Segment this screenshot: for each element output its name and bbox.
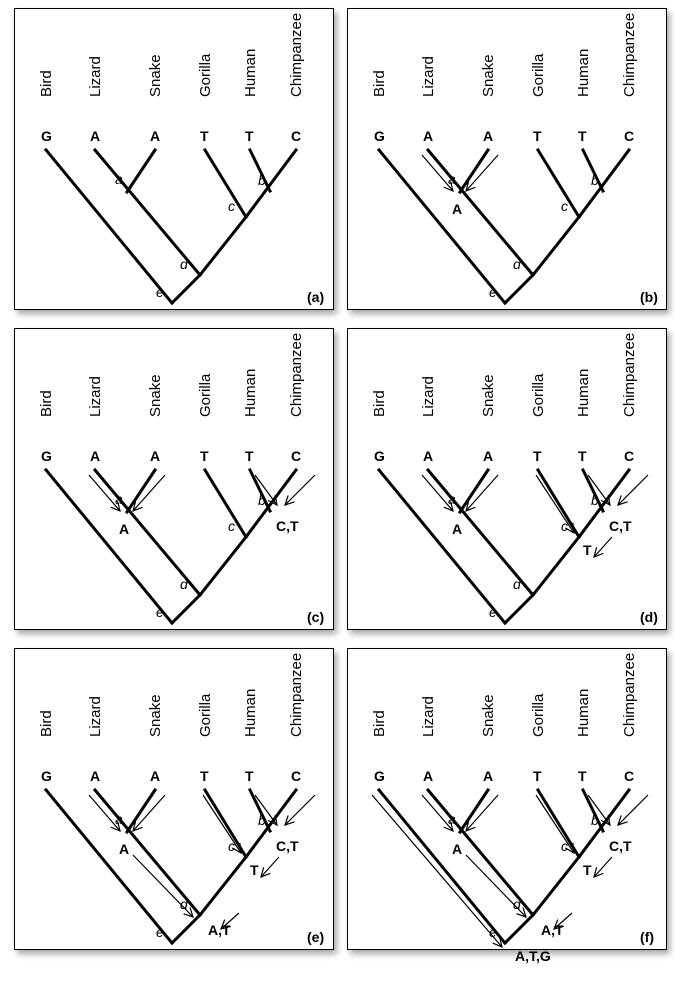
tip-state: T: [245, 128, 254, 144]
species-label: Gorilla: [530, 693, 547, 737]
node-label: e: [156, 284, 164, 300]
tree-panel: [14, 648, 334, 950]
node-label: d: [180, 576, 188, 592]
tree-branch: [505, 595, 533, 623]
panel-label: (c): [307, 609, 325, 625]
inference-arrow: [261, 857, 279, 877]
inferred-state: C,T: [276, 518, 299, 534]
species-label: Bird: [38, 710, 55, 737]
tip-state: T: [533, 128, 542, 144]
species-label: Snake: [147, 694, 164, 737]
tip-state: G: [41, 448, 52, 464]
tip-state: T: [578, 448, 587, 464]
tree-branch: [172, 275, 200, 303]
inference-arrow: [536, 795, 574, 853]
inferred-state: T: [250, 862, 259, 878]
node-label: c: [561, 838, 568, 854]
tree-branch: [200, 857, 246, 915]
tip-state: A: [90, 448, 101, 464]
tree-branch: [205, 150, 246, 217]
tree-branch: [379, 790, 505, 943]
tip-state: C: [624, 128, 635, 144]
species-label: Snake: [147, 54, 164, 97]
species-label: Snake: [480, 374, 497, 417]
tip-state: A: [90, 128, 101, 144]
panel-label: (f): [640, 929, 654, 945]
tip-state: A: [483, 768, 494, 784]
species-label: Chimpanzee: [288, 332, 305, 417]
inference-arrow: [554, 913, 572, 929]
inference-arrow: [203, 795, 241, 853]
tip-state: C: [291, 448, 302, 464]
species-label: Human: [242, 688, 259, 737]
species-label: Gorilla: [197, 373, 214, 417]
tree-branch: [379, 470, 505, 623]
tip-state: A: [150, 448, 161, 464]
species-label: Snake: [480, 54, 497, 97]
node-label: e: [156, 924, 164, 940]
tip-state: A: [150, 768, 161, 784]
tip-state: T: [533, 768, 542, 784]
inferred-state: T: [583, 862, 592, 878]
node-label: e: [489, 924, 497, 940]
node-label: e: [156, 604, 164, 620]
tip-state: C: [624, 448, 635, 464]
panel-label: (d): [640, 609, 658, 625]
species-label: Lizard: [420, 56, 437, 97]
node-label: d: [180, 896, 188, 912]
inferred-state: A,T,G: [515, 948, 551, 964]
node-label: a: [448, 811, 456, 827]
node-label: c: [228, 518, 235, 534]
inferred-state: C,T: [276, 838, 299, 854]
species-label: Bird: [371, 70, 388, 97]
node-label: b: [591, 172, 599, 188]
node-label: c: [228, 198, 235, 214]
node-label: c: [228, 838, 235, 854]
node-label: b: [591, 812, 599, 828]
species-label: Lizard: [87, 56, 104, 97]
node-label: a: [115, 491, 123, 507]
tip-state: T: [200, 128, 209, 144]
tip-state: C: [291, 128, 302, 144]
species-label: Bird: [38, 390, 55, 417]
species-label: Snake: [147, 374, 164, 417]
node-label: e: [489, 604, 497, 620]
inference-arrow: [372, 795, 502, 947]
node-label: b: [591, 492, 599, 508]
tree-branch: [533, 217, 579, 275]
tip-state: T: [245, 768, 254, 784]
tip-state: G: [41, 128, 52, 144]
tree-branch: [533, 857, 579, 915]
panel-label: (e): [307, 929, 325, 945]
node-label: d: [513, 256, 521, 272]
tree-branch: [538, 150, 579, 217]
node-label: c: [561, 198, 568, 214]
node-label: b: [258, 492, 266, 508]
species-label: Gorilla: [530, 53, 547, 97]
node-label: d: [513, 576, 521, 592]
tree-branch: [46, 150, 172, 303]
tip-state: G: [41, 768, 52, 784]
panel-label: (b): [640, 289, 658, 305]
species-label: Human: [242, 48, 259, 97]
inferred-state: A: [452, 521, 463, 537]
inferred-state: A,T: [541, 922, 564, 938]
tree-svg: [15, 329, 335, 631]
node-label: e: [489, 284, 497, 300]
node-label: c: [561, 518, 568, 534]
tip-state: T: [200, 448, 209, 464]
inferred-state: T: [583, 542, 592, 558]
tip-state: T: [245, 448, 254, 464]
species-label: Chimpanzee: [621, 332, 638, 417]
tip-state: T: [578, 128, 587, 144]
species-label: Snake: [480, 694, 497, 737]
tree-svg: [15, 649, 335, 951]
tip-state: A: [90, 768, 101, 784]
species-label: Human: [575, 688, 592, 737]
tree-svg: [348, 329, 668, 631]
species-label: Gorilla: [197, 693, 214, 737]
tree-branch: [127, 150, 155, 192]
tree-branch: [200, 217, 246, 275]
tip-state: A: [483, 128, 494, 144]
node-label: a: [115, 171, 123, 187]
inferred-state: C,T: [609, 838, 632, 854]
inferred-state: A,T: [208, 922, 231, 938]
tip-state: T: [578, 768, 587, 784]
tip-state: A: [423, 448, 434, 464]
tip-state: G: [374, 448, 385, 464]
species-label: Gorilla: [197, 53, 214, 97]
inferred-state: C,T: [609, 518, 632, 534]
species-label: Bird: [38, 70, 55, 97]
tree-panel: [14, 8, 334, 310]
tip-state: A: [423, 128, 434, 144]
tip-state: C: [624, 768, 635, 784]
tree-panel: [347, 328, 667, 630]
inferred-state: A: [452, 201, 463, 217]
species-label: Lizard: [87, 696, 104, 737]
species-label: Chimpanzee: [288, 12, 305, 97]
panel-label: (a): [307, 289, 325, 305]
tip-state: C: [291, 768, 302, 784]
species-label: Bird: [371, 710, 388, 737]
inference-arrow: [594, 537, 612, 557]
tip-state: A: [423, 768, 434, 784]
node-label: a: [448, 491, 456, 507]
tree-panel: [347, 648, 667, 964]
node-label: d: [180, 256, 188, 272]
tree-panel: [14, 328, 334, 630]
inferred-state: A: [119, 841, 130, 857]
tip-state: A: [483, 448, 494, 464]
species-label: Lizard: [87, 376, 104, 417]
tree-branch: [505, 915, 533, 943]
node-label: b: [258, 172, 266, 188]
tree-svg: [15, 9, 335, 311]
tip-state: T: [200, 768, 209, 784]
species-label: Lizard: [420, 696, 437, 737]
tip-state: G: [374, 128, 385, 144]
species-label: Human: [575, 368, 592, 417]
tree-branch: [533, 537, 579, 595]
inferred-state: A: [119, 521, 130, 537]
species-label: Human: [575, 48, 592, 97]
node-label: a: [115, 811, 123, 827]
tree-branch: [172, 595, 200, 623]
species-label: Chimpanzee: [621, 652, 638, 737]
species-label: Bird: [371, 390, 388, 417]
tree-panel: [347, 8, 667, 310]
inferred-state: A: [452, 841, 463, 857]
tree-branch: [200, 537, 246, 595]
species-label: Human: [242, 368, 259, 417]
species-label: Lizard: [420, 376, 437, 417]
tree-branch: [172, 915, 200, 943]
species-label: Chimpanzee: [288, 652, 305, 737]
tree-branch: [205, 470, 246, 537]
node-label: d: [513, 896, 521, 912]
inference-arrow: [221, 913, 239, 929]
tree-svg: [348, 649, 668, 964]
species-label: Chimpanzee: [621, 12, 638, 97]
node-label: b: [258, 812, 266, 828]
inference-arrow: [594, 857, 612, 877]
tree-svg: [348, 9, 668, 311]
tree-branch: [505, 275, 533, 303]
tip-state: T: [533, 448, 542, 464]
inference-arrow: [536, 475, 574, 533]
tree-branch: [46, 470, 172, 623]
tree-branch: [46, 790, 172, 943]
tip-state: G: [374, 768, 385, 784]
node-label: a: [448, 171, 456, 187]
tip-state: A: [150, 128, 161, 144]
species-label: Gorilla: [530, 373, 547, 417]
tree-branch: [379, 150, 505, 303]
